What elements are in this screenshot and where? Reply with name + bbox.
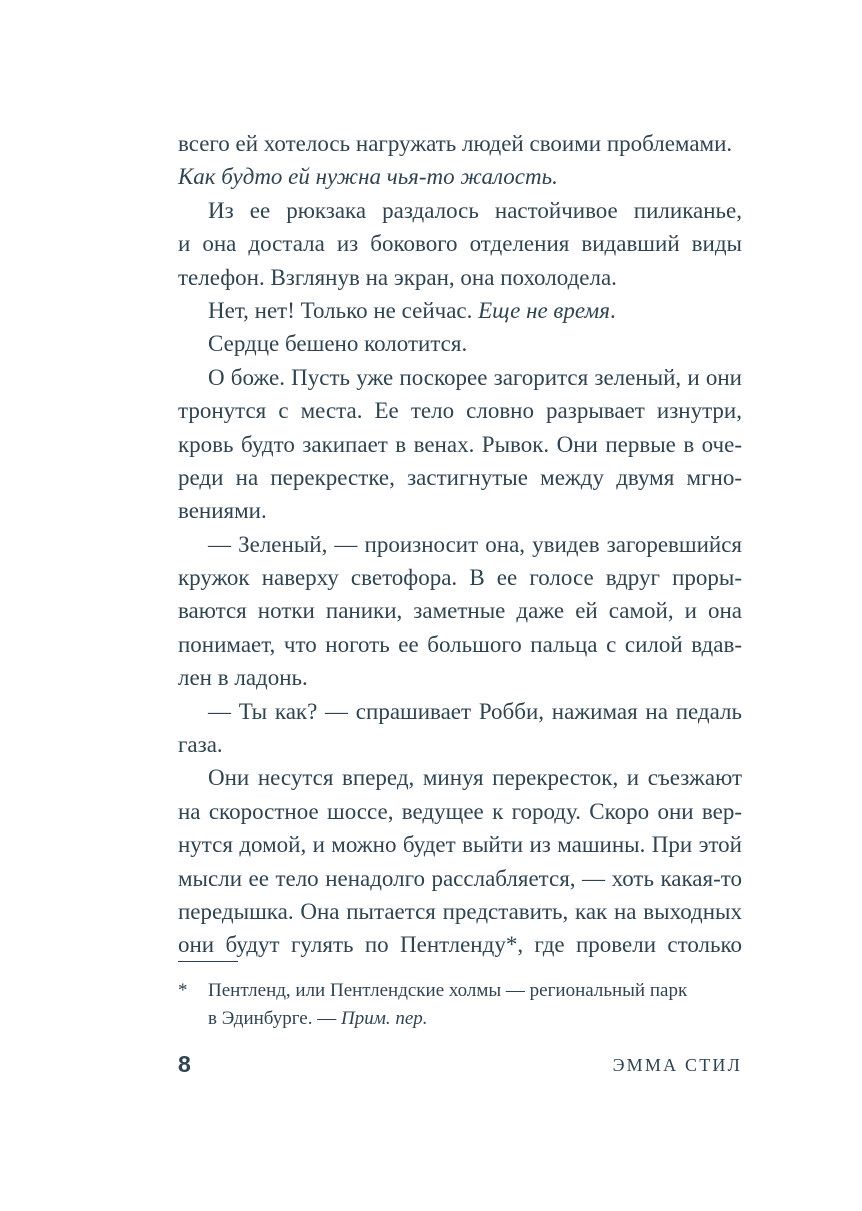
text-line: телефон. Взглянув на экран, она похолодела.	[178, 264, 617, 290]
text-line: О боже. Пусть уже поскорее загорится зеленый, и они	[208, 364, 742, 390]
text-line: ваются нотки паники, заметные даже ей самой, и она	[178, 598, 742, 624]
footnote-line	[178, 1005, 742, 1033]
footnote-mark: *	[178, 980, 188, 1001]
text-line: Они несутся вперед, минуя перекресток, и съезжают	[208, 765, 742, 791]
footnote-text: в Эдинбурге. —	[208, 1008, 341, 1029]
text-line: всего ей хотелось нагружать людей своими проблемами.	[178, 131, 733, 156]
text-line	[178, 294, 742, 327]
italic-text: Как будто ей нужна чья-то жалость.	[178, 164, 558, 190]
footnote	[178, 977, 742, 1033]
text-line: реди на перекрестке, застигнутые между двумя мгно-	[178, 464, 742, 490]
text-line: кружок наверху светофора. В ее голосе вдруг проры-	[178, 565, 742, 591]
text-line: передышка. Она пытается представить, как на выходных	[178, 898, 742, 924]
running-head-author: ЭММА СТИЛ	[612, 1055, 742, 1075]
text-line: мысли ее тело ненадолго расслабляется, — хоть какая-то	[178, 865, 742, 891]
text-line	[178, 160, 742, 193]
footnote-text: Пентленд, или Пентлендские холмы — региональный парк	[208, 980, 688, 1001]
page-number: 8	[178, 1051, 191, 1077]
body-text	[178, 127, 742, 962]
text-line: понимает, что ноготь ее большого пальца с силой вдав-	[178, 631, 742, 657]
text-line: на скоростное шоссе, ведущее к городу. Скоро они вер-	[178, 798, 742, 824]
text-line: газа.	[178, 732, 223, 758]
footnote-divider	[178, 961, 238, 962]
footnote-italic: Прим. пер.	[340, 1008, 428, 1029]
text-line: Сердце бешено колотится.	[208, 331, 468, 357]
text-line: вениями.	[178, 498, 267, 524]
text-fragment: .	[609, 297, 616, 323]
italic-text: Еще не время	[478, 297, 610, 323]
text-line: тронутся с места. Ее тело словно разрывает изнутри,	[178, 398, 742, 424]
text-line: лен в ладонь.	[178, 665, 308, 691]
text-fragment: Нет, нет! Только не сейчас.	[208, 297, 479, 323]
text-line: — Ты как? — спрашивает Робби, нажимая на педаль	[208, 698, 742, 724]
text-line: нутся домой, и можно будет выйти из машины. При этой	[178, 832, 742, 858]
footnote-line	[178, 977, 742, 1005]
text-line: — Зеленый, — произносит она, увидев загоревшийся	[208, 531, 742, 557]
text-line: кровь будто закипает в венах. Рывок. Они первые в оче-	[178, 431, 742, 457]
text-line: Из ее рюкзака раздалось настойчивое пиликанье,	[208, 197, 742, 223]
text-line: и она достала из бокового отделения видавший виды	[178, 231, 742, 257]
text-line: они будут гулять по Пентленду*, где провели столько	[178, 932, 742, 958]
